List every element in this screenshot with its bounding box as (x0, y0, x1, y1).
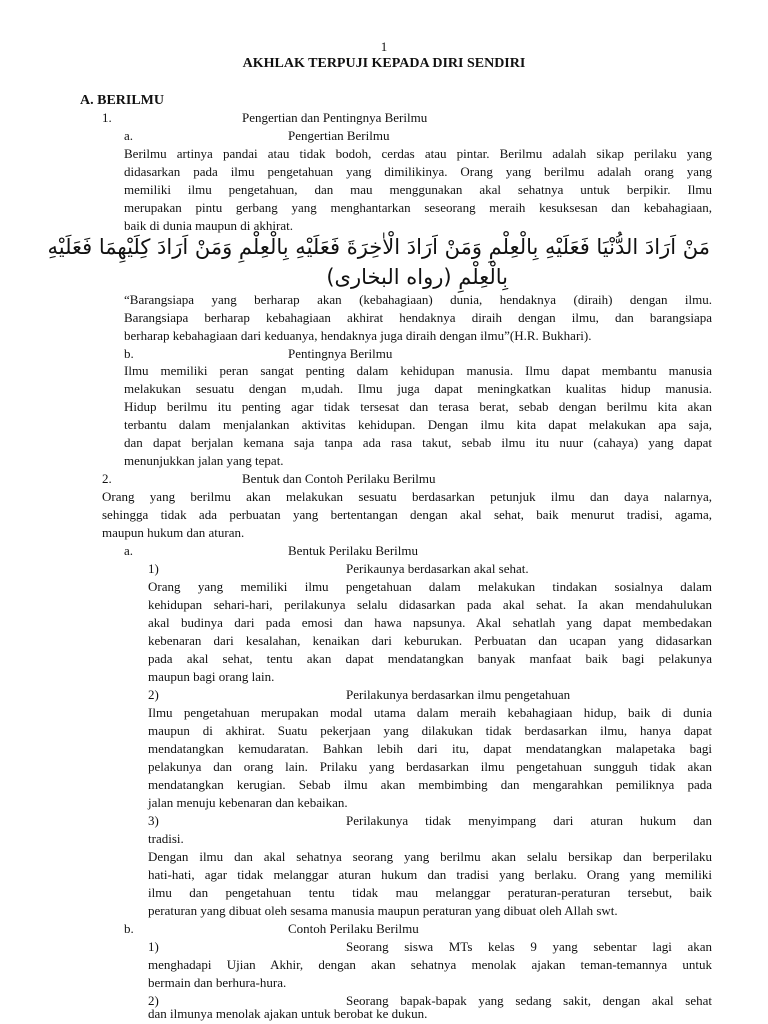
paragraph-line: sehingga tidak ada perbuatan yang bertentangan dengan akal sehat, baik menurut tradisi, agama, (102, 507, 712, 522)
paragraph-line: merupakan pintu gerbang yang menghantarkan seseorang meraih kesuksesan dan kebahagiaan, (124, 200, 712, 215)
item-number: 3) (148, 813, 159, 828)
paragraph-line: melakukan sesuatu dengan m,udah. Ilmu juga dapat meningkatkan kualitas hidup manusia. (124, 381, 712, 396)
paragraph-line: Ilmu memiliki peran sangat penting dalam kehidupan manusia. Ilmu dapat membantu manusia (124, 363, 712, 378)
item-title: Perilakunya tidak menyimpang dari aturan hukum dan (346, 813, 712, 828)
item-title: Seorang siswa MTs kelas 9 yang sebentar lagi akan (346, 939, 712, 954)
paragraph-line: menunjukkan jalan yang tepat. (124, 453, 284, 468)
paragraph-line: Berilmu artinya pandai atau tidak bodoh, cerdas atau pintar. Berilmu adalah sikap perilaku yang (124, 146, 712, 161)
paragraph-line: didasarkan pada ilmu pengetahuan yang dimilikinya. Orang yang berilmu adalah orang yang (124, 164, 712, 179)
hadith-translation-line: “Barangsiapa yang berharap akan (kebahagiaan) dunia, hendaknya (diraih) dengan ilmu. (124, 292, 712, 307)
paragraph-line: jalan menuju kebenaran dan kebaikan. (148, 795, 348, 810)
point-letter: b. (124, 921, 134, 936)
subsection-number: 1. (102, 110, 112, 125)
paragraph-line: maupun di akhirat. Suatu pekerjaan yang dilakukan tidak berdasarkan ilmu, hanya dapat (148, 723, 712, 738)
point-letter: a. (124, 543, 134, 558)
point-letter: b. (124, 346, 134, 361)
paragraph-line: mendatangkan kerugian. Sebab ilmu akan membimbing dan mengarahkan pemiliknya pada (148, 777, 712, 792)
paragraph-line: akal budinya dari pada emosi dan hawa napsunya. Akal sehatlah yang dapat membedakan (148, 615, 712, 630)
paragraph-line: Orang yang berilmu akan melakukan sesuatu berdasarkan petunjuk ilmu dan daya nalarnya, (102, 489, 712, 504)
paragraph-line: Dengan ilmu dan akal sehatnya seorang yang berilmu akan selalu bersikap dan berperilaku (148, 849, 712, 864)
paragraph-line: kebenaran dari kesalahan, kenaikan dari keburukan. Perbuatan dan ucapan yang didasarkan (148, 633, 712, 648)
paragraph-line: maupun bagi orang lain. (148, 669, 275, 684)
point-title: Pengertian Berilmu (288, 128, 390, 143)
paragraph-line: Orang yang memiliki ilmu pengetahuan dalam melakukan tindakan sosialnya dalam (148, 579, 712, 594)
paragraph-line: ilmu dan pengetahuan tentu tidak mau melanggar peraturan-peraturan tersebut, baik (148, 885, 712, 900)
paragraph-line: dan ilmunya menolak ajakan untuk berobat ke dukun. (148, 1006, 428, 1021)
paragraph-line: hati-hati, agar tidak melanggar aturan hukum dan tradisi yang berlaku. Orang yang memiliki (148, 867, 712, 882)
item-title: Perilakunya berdasarkan ilmu pengetahuan (346, 687, 571, 702)
paragraph-line: bermain dan berhura-hura. (148, 975, 287, 990)
paragraph-line: pada akal sehat, tentu akan dapat mendatangkan banyak manfaat baik bagi pelakunya (148, 651, 712, 666)
item-number: 1) (148, 561, 159, 576)
item-title: Perikaunya berdasarkan akal sehat. (346, 561, 529, 576)
paragraph-line: maupun hukum dan aturan. (102, 525, 245, 540)
paragraph-line: baik di dunia maupun di akhirat. (124, 218, 293, 233)
paragraph-line: terbantu dalam menjalankan aktivitas kehidupan. Dengan ilmu kita dapat melakukan apa saja, (124, 417, 712, 432)
arabic-hadith-line: مَنْ اَرَادَ الدُّنْيَا فَعَلَيْهِ بِالْعِلْمِ وَمَنْ اَرَادَ الْاٰخِرَةَ فَعَلَيْهِ بِالْعِلْمِ وَمَنْ اَرَادَ كِلَيْهِمَا فَعَلَيْهِ (47, 235, 710, 259)
paragraph-line: mendatangkan kemudaratan. Bahkan lebih dari itu, dapat mendatangkan malapetaka bagi (148, 741, 712, 756)
paragraph-line: peraturan yang dibuat oleh sesama manusia maupun peraturan yang dibuat oleh Allah swt. (148, 903, 618, 918)
item-number: 2) (148, 687, 159, 702)
item-number: 2) (148, 993, 159, 1008)
hadith-translation-line: Barangsiapa berharap kebahagiaan akhirat hendaknya diraih dengan ilmu, dan barangsiapa (124, 310, 712, 325)
subsection-title: Pengertian dan Pentingnya Berilmu (242, 110, 428, 125)
paragraph-line: menghadapi Ujian Akhir, dengan akan sehatnya menolak ajakan teman-temannya untuk (148, 957, 712, 972)
page-title: AKHLAK TERPUJI KEPADA DIRI SENDIRI (242, 56, 526, 71)
point-letter: a. (124, 128, 134, 143)
subsection-number: 2. (102, 471, 112, 486)
section-a-heading: A. BERILMU (80, 93, 165, 108)
paragraph-line: kehidupan sehari-hari, perilakunya selalu didasarkan pada akal sehat. Ia akan mendahulukan (148, 597, 712, 612)
item-number: 1) (148, 939, 159, 954)
point-title: Bentuk Perilaku Berilmu (288, 543, 418, 558)
subsection-title: Bentuk dan Contoh Perilaku Berilmu (242, 471, 436, 486)
paragraph-line: memiliki ilmu pengetahuan, dan mau menggunakan akal sehatnya untuk berpikir. Ilmu (124, 182, 712, 197)
point-title: Pentingnya Berilmu (288, 346, 393, 361)
paragraph-line: dan dapat berjalan kemana saja tanpa ada rasa takut, sebab ilmu itu nuur (cahaya) yang dapat (124, 435, 712, 450)
paragraph-line: pelakunya dan orang lain. Prilaku yang berdasarkan ilmu pengetahuan sungguh tidak akan (148, 759, 712, 774)
point-title: Contoh Perilaku Berilmu (288, 921, 419, 936)
page-number: 1 (380, 39, 388, 54)
arabic-hadith-line: بِالْعِلْمِ (رواه البخارى) (326, 265, 508, 289)
hadith-translation-line: berharap kebahagiaan dari keduanya, hendaknya juga diraih dengan ilmu”(H.R. Bukhari). (124, 328, 592, 343)
item-title-continued: tradisi. (148, 831, 184, 846)
paragraph-line: Hidup berilmu itu penting agar tidak tersesat dan terasa berat, sebab dengan berilmu kita akan (124, 399, 712, 414)
item-title: Seorang bapak-bapak yang sedang sakit, dengan akal sehat (346, 993, 712, 1008)
paragraph-line: Ilmu pengetahuan merupakan modal utama dalam meraih kebahagiaan hidup, baik di dunia (148, 705, 712, 720)
